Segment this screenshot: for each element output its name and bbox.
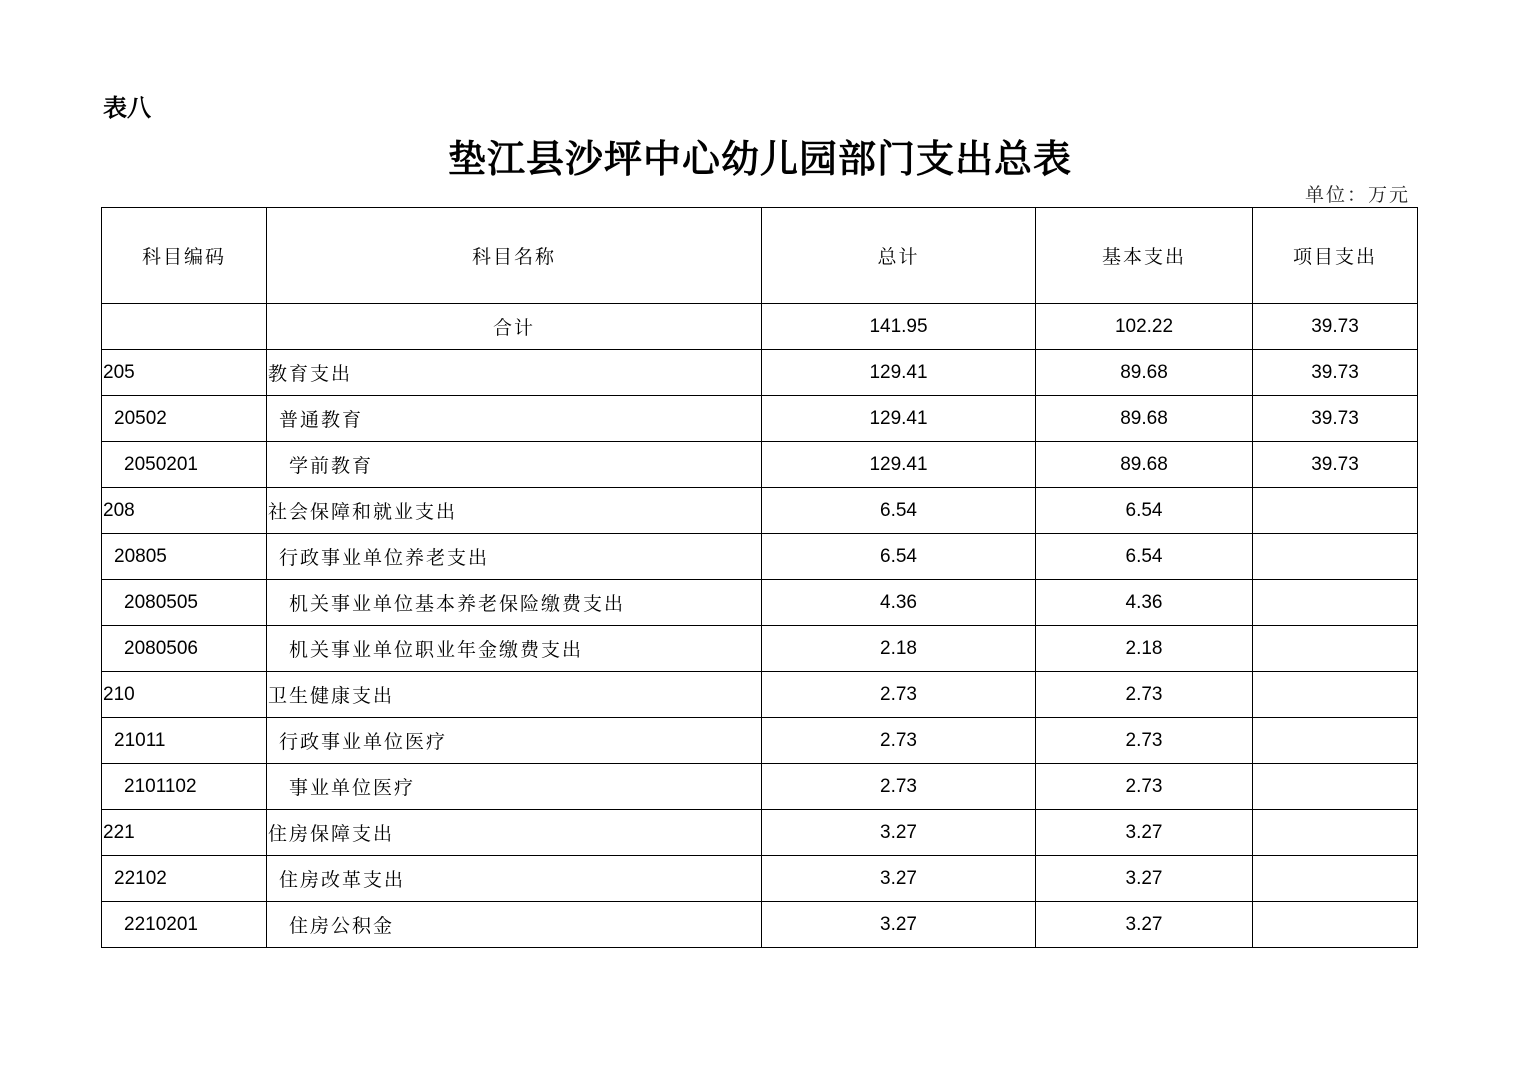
table-row xyxy=(102,442,1418,488)
row-total: 129.41 xyxy=(762,442,1036,488)
row-project xyxy=(1253,488,1418,534)
row-total: 6.54 xyxy=(762,488,1036,534)
row-code: 2080505 xyxy=(102,580,267,626)
summary-code xyxy=(102,304,267,350)
header-total: 总计 xyxy=(762,208,1036,304)
page-title: 垫江县沙坪中心幼儿园部门支出总表 xyxy=(447,136,1072,181)
row-project xyxy=(1253,672,1418,718)
table-row xyxy=(102,488,1418,534)
unit-label: 单位：万元 xyxy=(1304,184,1410,206)
row-code: 22102 xyxy=(102,856,267,902)
row-name: 教育支出 xyxy=(267,350,762,396)
row-basic: 6.54 xyxy=(1036,488,1253,534)
row-project xyxy=(1253,902,1418,948)
row-code: 2210201 xyxy=(102,902,267,948)
row-code: 20502 xyxy=(102,396,267,442)
expenditure-table xyxy=(101,207,1418,948)
row-basic: 6.54 xyxy=(1036,534,1253,580)
row-basic: 89.68 xyxy=(1036,442,1253,488)
table-row xyxy=(102,396,1418,442)
row-total: 2.18 xyxy=(762,626,1036,672)
row-name: 社会保障和就业支出 xyxy=(267,488,762,534)
table-label: 表八 xyxy=(103,94,151,122)
row-code: 21011 xyxy=(102,718,267,764)
row-code: 208 xyxy=(102,488,267,534)
summary-name: 合计 xyxy=(267,304,762,350)
row-name: 机关事业单位基本养老保险缴费支出 xyxy=(267,580,762,626)
row-basic: 3.27 xyxy=(1036,810,1253,856)
row-name: 行政事业单位医疗 xyxy=(267,718,762,764)
row-total: 2.73 xyxy=(762,718,1036,764)
row-code: 205 xyxy=(102,350,267,396)
row-name: 普通教育 xyxy=(267,396,762,442)
row-name: 住房公积金 xyxy=(267,902,762,948)
row-project xyxy=(1253,718,1418,764)
row-basic: 2.73 xyxy=(1036,718,1253,764)
header-code: 科目编码 xyxy=(102,208,267,304)
row-project: 39.73 xyxy=(1253,350,1418,396)
header-project: 项目支出 xyxy=(1253,208,1418,304)
row-basic: 2.73 xyxy=(1036,764,1253,810)
summary-row xyxy=(102,304,1418,350)
row-code: 2101102 xyxy=(102,764,267,810)
row-total: 129.41 xyxy=(762,396,1036,442)
row-total: 4.36 xyxy=(762,580,1036,626)
row-total: 6.54 xyxy=(762,534,1036,580)
row-basic: 2.18 xyxy=(1036,626,1253,672)
row-project: 39.73 xyxy=(1253,396,1418,442)
row-name: 机关事业单位职业年金缴费支出 xyxy=(267,626,762,672)
table-row xyxy=(102,626,1418,672)
row-basic: 2.73 xyxy=(1036,672,1253,718)
row-code: 2050201 xyxy=(102,442,267,488)
table-row xyxy=(102,764,1418,810)
row-project: 39.73 xyxy=(1253,442,1418,488)
row-code: 20805 xyxy=(102,534,267,580)
row-basic: 4.36 xyxy=(1036,580,1253,626)
row-code: 210 xyxy=(102,672,267,718)
row-total: 2.73 xyxy=(762,764,1036,810)
row-total: 129.41 xyxy=(762,350,1036,396)
row-code: 2080506 xyxy=(102,626,267,672)
row-project xyxy=(1253,580,1418,626)
row-name: 住房改革支出 xyxy=(267,856,762,902)
row-name: 住房保障支出 xyxy=(267,810,762,856)
table-row xyxy=(102,902,1418,948)
row-basic: 89.68 xyxy=(1036,396,1253,442)
row-project xyxy=(1253,764,1418,810)
row-total: 3.27 xyxy=(762,810,1036,856)
header-basic: 基本支出 xyxy=(1036,208,1253,304)
row-name: 事业单位医疗 xyxy=(267,764,762,810)
summary-total: 141.95 xyxy=(762,304,1036,350)
header-row xyxy=(102,208,1418,304)
row-name: 学前教育 xyxy=(267,442,762,488)
row-basic: 89.68 xyxy=(1036,350,1253,396)
table-row xyxy=(102,350,1418,396)
header-name: 科目名称 xyxy=(267,208,762,304)
row-project xyxy=(1253,856,1418,902)
row-name: 行政事业单位养老支出 xyxy=(267,534,762,580)
row-total: 3.27 xyxy=(762,902,1036,948)
table-row xyxy=(102,672,1418,718)
row-total: 2.73 xyxy=(762,672,1036,718)
table-row xyxy=(102,534,1418,580)
summary-project: 39.73 xyxy=(1253,304,1418,350)
table-row xyxy=(102,718,1418,764)
summary-basic: 102.22 xyxy=(1036,304,1253,350)
table-row xyxy=(102,856,1418,902)
row-basic: 3.27 xyxy=(1036,856,1253,902)
table-row xyxy=(102,580,1418,626)
row-project xyxy=(1253,810,1418,856)
row-code: 221 xyxy=(102,810,267,856)
row-name: 卫生健康支出 xyxy=(267,672,762,718)
row-project xyxy=(1253,534,1418,580)
row-total: 3.27 xyxy=(762,856,1036,902)
row-project xyxy=(1253,626,1418,672)
row-basic: 3.27 xyxy=(1036,902,1253,948)
table-row xyxy=(102,810,1418,856)
